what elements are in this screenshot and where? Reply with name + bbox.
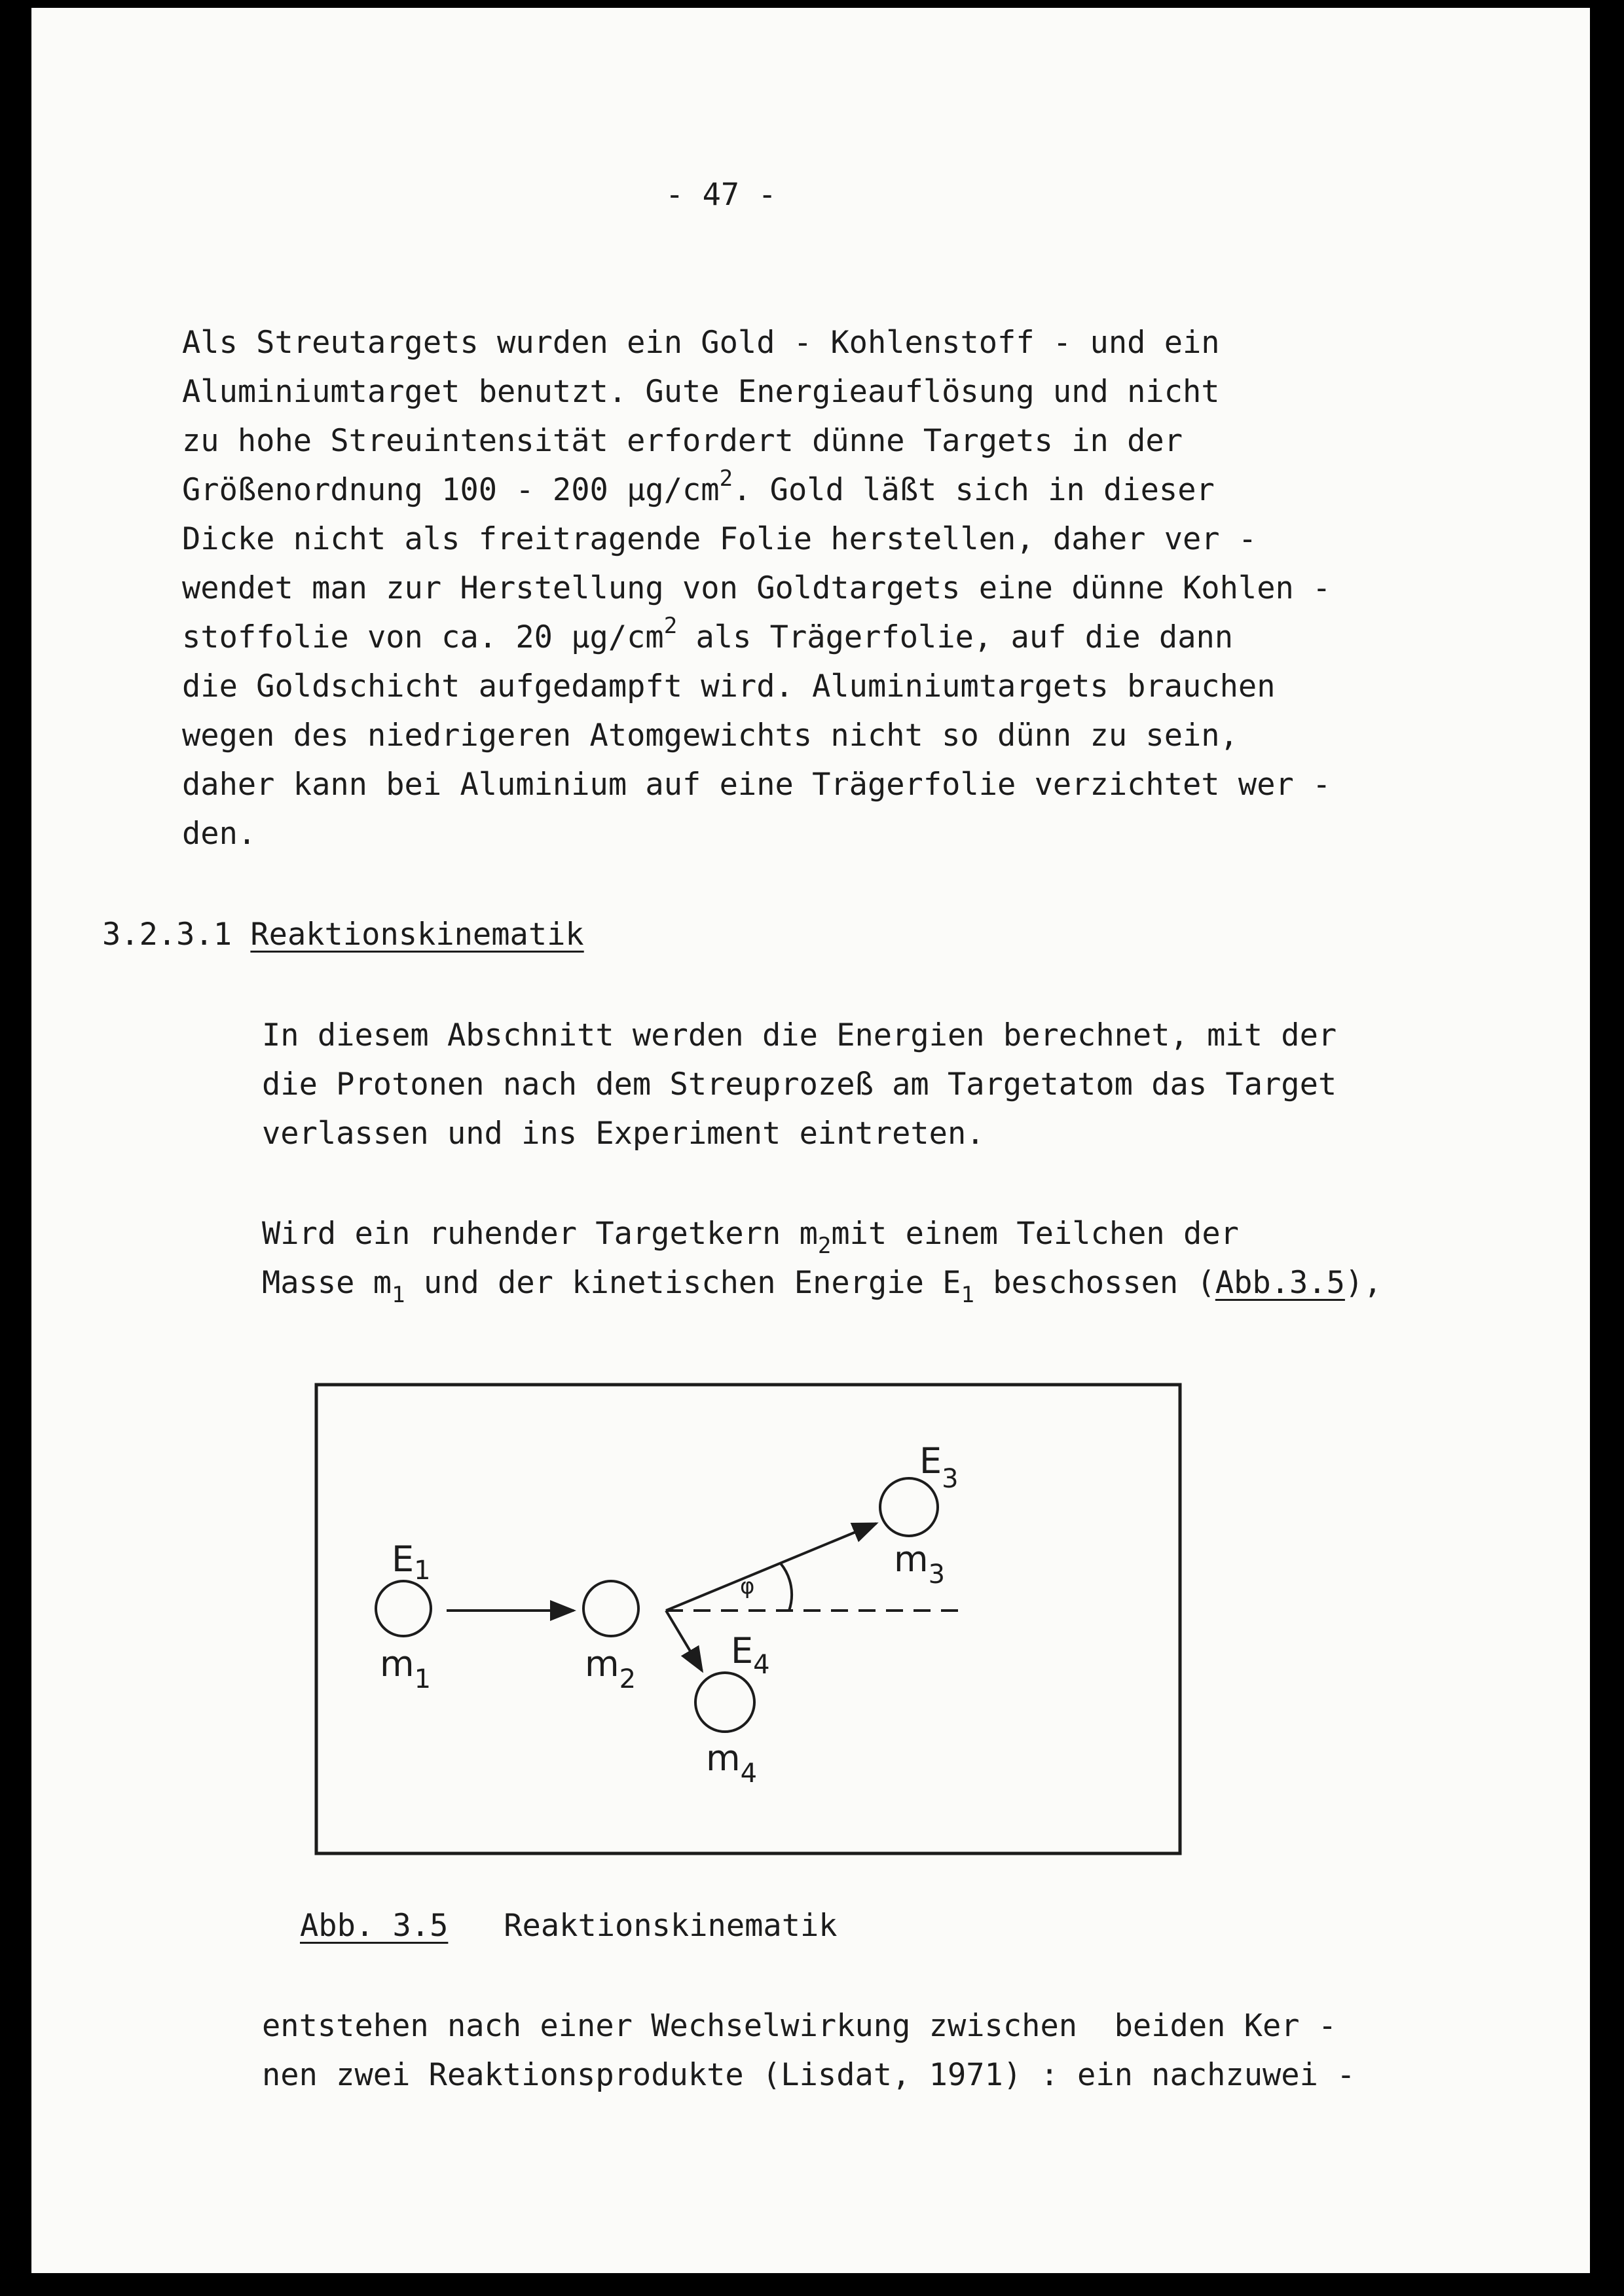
energy-label-e4: $E_4$: [731, 1630, 770, 1680]
energy-label-e1: $E_1$: [392, 1539, 431, 1586]
scatter-arrow-4: [666, 1611, 702, 1671]
text-line: Aluminiumtarget benutzt. Gute Energieauflösung und nicht: [182, 374, 1220, 410]
text-line: Masse $m_1$ und der kinetischen Energie $E_1$ beschossen (Abb.3.5),: [262, 1265, 1382, 1308]
scattering-angle-arc: [781, 1563, 792, 1611]
caption-text: Reaktionskinematik: [504, 1908, 838, 1944]
mass-label-m2: $m_2$: [585, 1643, 637, 1694]
mass-label-m1: $m_1$: [380, 1643, 432, 1694]
text-line: verlassen und ins Experiment eintreten.: [262, 1116, 985, 1152]
text-line: zu hohe Streuintensität erfordert dünne Targets in der: [182, 423, 1183, 459]
product-particle-3: [880, 1478, 938, 1536]
text-line: stoffolie von ca. 20 $\mu g/cm^2$ als Trägerfolie, auf die dann: [182, 613, 1234, 655]
text-line: die Protonen nach dem Streuprozeß am Targetatom das Target: [262, 1066, 1337, 1102]
superscript: 2: [663, 613, 678, 639]
energy-label-e3: $E_3$: [919, 1440, 959, 1494]
page-number: - 47 -: [665, 177, 777, 213]
subscript: 2: [817, 1233, 832, 1259]
text-line: die Goldschicht aufgedampft wird. Aluminiumtargets brauchen: [182, 668, 1276, 704]
text-line: entstehen nach einer Wechselwirkung zwischen beiden Ker -: [262, 2008, 1337, 2044]
angle-label: φ: [740, 1573, 755, 1599]
document-page: [31, 8, 1590, 2273]
mass-label-m3: $m_3$: [894, 1539, 946, 1590]
text-line: wegen des niedrigeren Atomgewichts nicht so dünn zu sein,: [182, 718, 1238, 754]
section-heading: [102, 917, 584, 953]
text-line: Dicke nicht als freitragende Folie herstellen, daher ver -: [182, 521, 1257, 557]
mass-label-m4: $m_4$: [706, 1738, 758, 1789]
caption-label: Abb. 3.5: [300, 1908, 449, 1944]
text-line: Als Streutargets wurden ein Gold - Kohlenstoff - und ein: [182, 325, 1220, 361]
text-line: Größenordnung 100 - 200 $\mu g/cm^2$. Gold läßt sich in dieser: [182, 465, 1215, 508]
section-title: Reaktionskinematik: [250, 917, 584, 953]
subscript: 1: [961, 1282, 974, 1308]
figure-caption: [300, 1908, 838, 1944]
text-line: daher kann bei Aluminium auf eine Trägerfolie verzichtet wer -: [182, 767, 1331, 803]
text-line: Wird ein ruhender Targetkern $m_2mit$ einem Teilchen der: [262, 1216, 1239, 1259]
text-line: den.: [182, 816, 257, 852]
product-particle-4: [695, 1673, 754, 1732]
text-line: nen zwei Reaktionsprodukte (Lisdat, 1971) : ein nachzuwei -: [262, 2057, 1356, 2093]
reaction-kinematics-figure: [314, 1383, 1182, 1855]
superscript: 2: [719, 465, 733, 492]
target-nucleus: [583, 1581, 638, 1636]
section-number: 3.2.3.1: [102, 917, 232, 953]
figure-reference: Abb.3.5: [1215, 1265, 1345, 1301]
scatter-arrow-3: [666, 1523, 876, 1611]
text-line: In diesem Abschnitt werden die Energien berechnet, mit der: [262, 1017, 1337, 1053]
text-line: wendet man zur Herstellung von Goldtargets eine dünne Kohlen -: [182, 570, 1331, 606]
projectile-particle: [376, 1581, 431, 1636]
subscript: 1: [392, 1282, 405, 1308]
